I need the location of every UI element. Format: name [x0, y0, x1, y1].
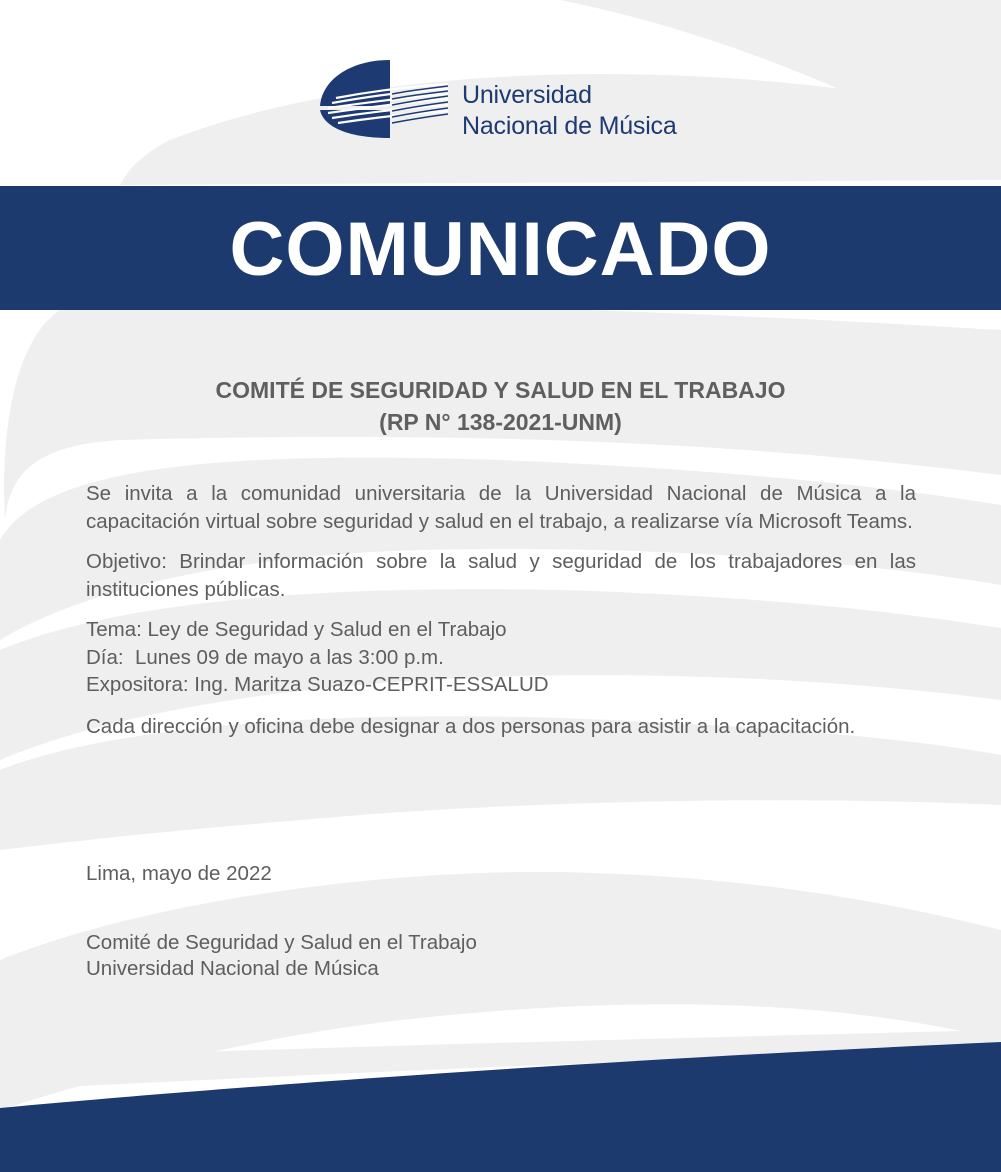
- heading-line-2: (RP N° 138-2021-UNM): [379, 409, 622, 435]
- university-emblem-icon: [318, 58, 458, 142]
- announcement-body: [86, 480, 916, 753]
- signature-block: [86, 930, 477, 982]
- document-heading: [0, 374, 1001, 438]
- objective-paragraph: Objetivo: Brindar información sobre la salud y seguridad de los trabajadores en las instituciones públicas.: [86, 550, 916, 601]
- university-logo: [318, 58, 698, 142]
- heading-line-1: COMITÉ DE SEGURIDAD Y SALUD EN EL TRABAJO: [215, 377, 786, 403]
- topic-line: Tema: Ley de Seguridad y Salud en el Trabajo: [86, 618, 507, 641]
- logo-wordmark: [462, 80, 677, 142]
- logo-line-1: Universidad: [462, 81, 592, 109]
- logo-line-2: Nacional de Música: [462, 112, 677, 140]
- day-line: Día: Lunes 09 de mayo a las 3:00 p.m.: [86, 645, 444, 669]
- instruction-paragraph: Cada dirección y oficina debe designar a dos personas para asistir a la capacitación.: [86, 714, 856, 738]
- speaker-line: Expositora: Ing. Maritza Suazo-CEPRIT-ESSALUD: [86, 673, 549, 696]
- banner-title: COMUNICADO: [229, 207, 772, 292]
- place-date: Lima, mayo de 2022: [86, 862, 272, 885]
- intro-paragraph: Se invita a la comunidad universitaria de la Universidad Nacional de Música a la capacitación virtual sobre seguridad y salud en el trabajo, a realizarse vía Microsoft Teams.: [86, 482, 916, 533]
- signature-line-2: Universidad Nacional de Música: [86, 957, 379, 980]
- signature-line-1: Comité de Seguridad y Salud en el Trabajo: [86, 931, 477, 954]
